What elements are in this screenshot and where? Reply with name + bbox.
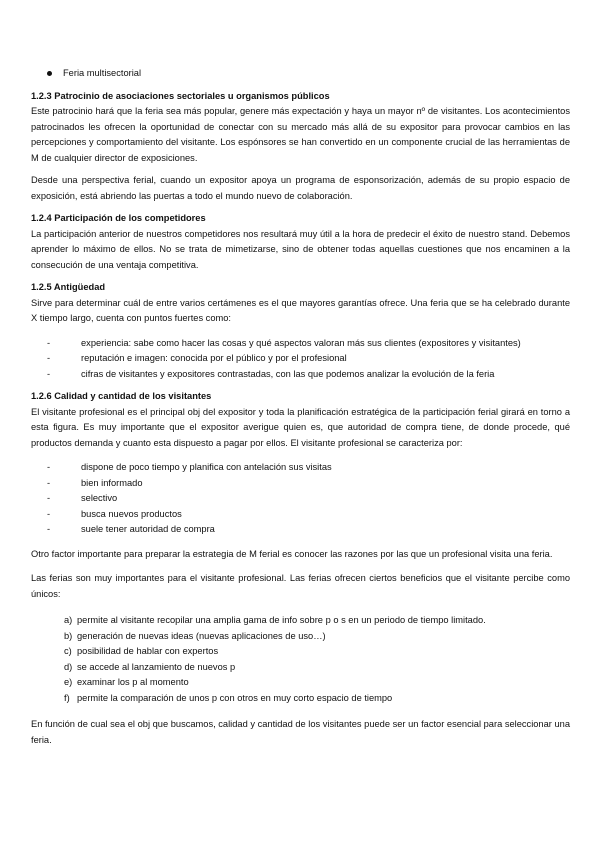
list-item (47, 336, 570, 352)
list-item-text: selectivo (81, 493, 118, 503)
paragraph: Desde una perspectiva ferial, cuando un expositor apoya un programa de esponsorización, además de su propio espacio de exposición, está abriendo las puertas a todo el mundo nuevo de colaboración. (31, 175, 570, 201)
dash-list (31, 336, 570, 383)
list-item (47, 507, 570, 523)
list-item (64, 660, 570, 676)
list-item-text: suele tener autoridad de compra (81, 524, 215, 534)
section-heading-1-2-4: 1.2.4 Participación de los competidores (31, 213, 206, 223)
paragraph: Las ferias son muy importantes para el visitante profesional. Las ferias ofrecen ciertos beneficios que el visitante percibe como únicos: (31, 573, 570, 599)
section-heading-1-2-5: 1.2.5 Antigüedad (31, 282, 106, 292)
list-item (47, 367, 570, 383)
list-item (47, 491, 570, 507)
dash-marker: - (47, 337, 51, 348)
list-marker: d) (64, 661, 73, 672)
section-heading-1-2-3: 1.2.3 Patrocinio de asociaciones sectoriales u organismos públicos (31, 90, 330, 101)
list-item (47, 522, 570, 538)
list-item-text: cifras de visitantes y expositores contrastadas, con las que podemos analizar la evolución de la feria (81, 368, 495, 379)
list-item (64, 644, 570, 660)
dash-marker: - (47, 462, 51, 472)
list-marker: e) (64, 677, 73, 687)
list-item (47, 351, 570, 367)
list-item-text: generación de nuevas ideas (nuevas aplicaciones de uso…) (77, 630, 326, 641)
list-item-text: bien informado (81, 477, 143, 488)
dash-marker: - (47, 368, 51, 379)
paragraph: El visitante profesional es el principal obj del expositor y toda la planificación estratégica de la participación ferial girará en torno a esta figura. Es muy importante que el expositor averigue quien es, que autoridad de compra tiene, de donde procede, qué productos demanda y cuanto esta dispuesto a pagar por ellos. El visitante profesional se caracteriza por: (31, 406, 570, 448)
paragraph: La participación anterior de nuestros competidores nos resultará muy útil a la hora de predecir el éxito de nuestro stand. Debemos aprender lo máximo de ellos. No se trata de mimetizarse, sino de obtener todas aquellas cuestiones que nos encaminen a la consecución de una ventaja competitiva. (31, 228, 570, 270)
list-marker: a) (64, 615, 73, 625)
dash-marker: - (47, 508, 51, 519)
list-item (64, 675, 570, 691)
list-marker: b) (64, 630, 73, 641)
list-item (64, 629, 570, 645)
paragraph: Sirve para determinar cuál de entre varios certámenes es el que mayores garantías ofrece. Una feria que se ha celebrado durante X tiempo largo, cuenta con puntos fuertes como: (31, 297, 570, 323)
list-item-text: experiencia: sabe como hacer las cosas y qué aspectos valoran más sus clientes (expositores y visitantes) (81, 337, 521, 348)
list-item-text: posibilidad de hablar con expertos (77, 646, 219, 656)
list-item (64, 691, 570, 707)
paragraph: Este patrocinio hará que la feria sea más popular, genere más expectación y haya un mayor nº de visitantes. Los acontecimientos patrocinados les ofrecen la oportunidad de conectar con su mercado más allá de su expositor para provocar cambios en las percepciones y comportamiento del visitante. Los espónsores se han convertido en un componente crucial de las herramientas de M de cualquier director de exposiciones. (31, 106, 570, 163)
bullet-dot-icon (47, 71, 52, 76)
dash-marker: - (47, 353, 51, 363)
paragraph: Otro factor importante para preparar la estrategia de M ferial es conocer las razones por las que un profesional visita una feria. (31, 548, 553, 559)
dash-list (31, 460, 570, 538)
list-item-text: dispone de poco tiempo y planifica con antelación sus visitas (81, 462, 332, 472)
list-item-text: permite la comparación de unos p con otros en muy corto espacio de tiempo (77, 692, 393, 703)
list-marker: c) (64, 646, 72, 656)
list-item-text: reputación e imagen: conocida por el público y por el profesional (81, 353, 347, 363)
list-item-text: se accede al lanzamiento de nuevos p (77, 661, 236, 672)
list-item (64, 613, 570, 629)
bullet-label: Feria multisectorial (63, 68, 142, 78)
list-marker: f) (64, 692, 70, 703)
list-item-text: permite al visitante recopilar una amplia gama de info sobre p o s en un periodo de tiempo limitado. (77, 615, 486, 625)
list-item (47, 460, 570, 476)
list-item-text: busca nuevos productos (81, 508, 182, 519)
dash-marker: - (47, 524, 51, 534)
paragraph: En función de cual sea el obj que buscamos, calidad y cantidad de los visitantes puede ser un factor esencial para seleccionar una feria. (31, 719, 570, 745)
bullet-item (47, 66, 570, 82)
dash-marker: - (47, 493, 51, 503)
lettered-list (64, 613, 570, 706)
dash-marker: - (47, 477, 51, 488)
list-item (47, 476, 570, 492)
section-heading-1-2-6: 1.2.6 Calidad y cantidad de los visitantes (31, 391, 212, 401)
list-item-text: examinar los p al momento (77, 677, 189, 687)
